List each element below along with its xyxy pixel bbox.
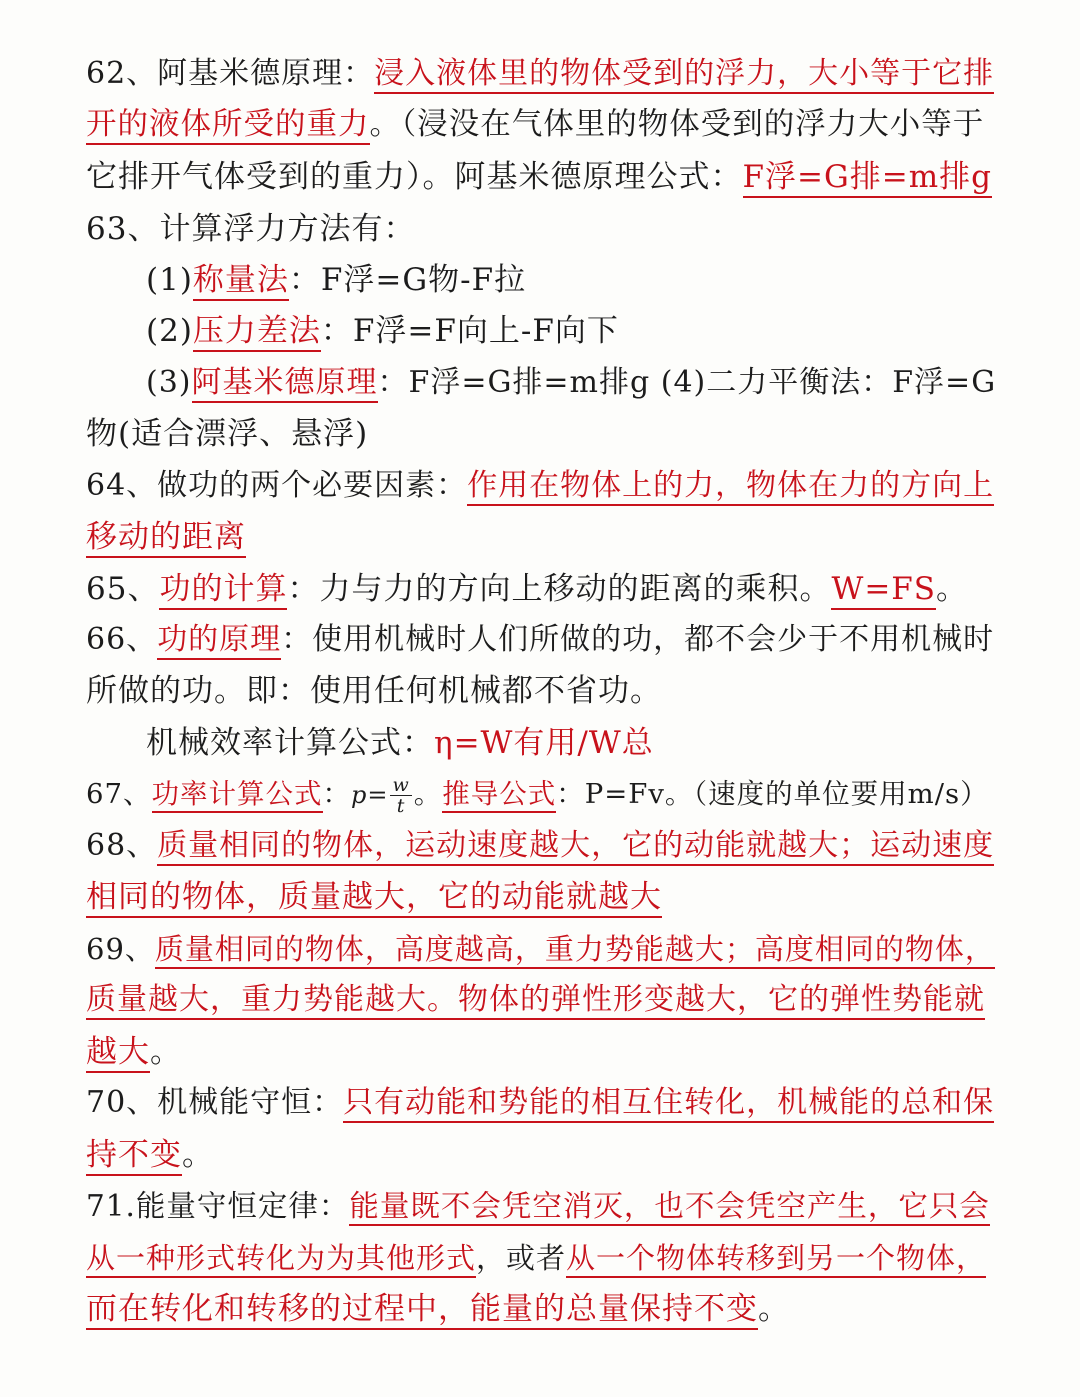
- item-68-line-1: [86, 824, 996, 868]
- item-65: [86, 567, 996, 611]
- item-70-title: 70、机械能守恒：: [86, 1085, 344, 1120]
- item-66-term: 功的原理: [157, 622, 281, 660]
- item-71-line-1: [86, 1184, 996, 1228]
- item-71-line-3: [86, 1287, 996, 1331]
- item-69-line-1: [86, 927, 996, 971]
- item-66-number: 66、: [86, 622, 158, 657]
- item-70-line-1: [86, 1081, 996, 1125]
- item-62-line-3: [86, 155, 996, 199]
- method-1-formula: ：F浮=G物-F拉: [288, 262, 527, 298]
- item-65-text: ：力与力的方向上移动的距离的乘积。: [287, 571, 832, 607]
- item-67-period: 。: [413, 778, 443, 810]
- item-62-definition-cont: 开的液体所受的重力: [86, 107, 370, 145]
- item-65-formula: W=FS: [831, 571, 936, 610]
- item-67-derived-term: 推导公式: [442, 778, 556, 813]
- item-67-number: 67、: [86, 778, 152, 810]
- item-67-term: 功率计算公式: [152, 778, 323, 813]
- efficiency-label: 机械效率计算公式：: [146, 725, 434, 761]
- item-67: [86, 772, 996, 817]
- item-67-colon: ：: [322, 778, 351, 810]
- item-62-definition: 浸入液体里的物体受到的浮力，大小等于它排: [374, 56, 994, 94]
- item-66-text: ：使用机械时人们所做的功，都不会少于不用机械时: [281, 622, 995, 657]
- method-4-note: 物(适合漂浮、悬浮): [86, 416, 369, 452]
- item-71-line-2: [86, 1236, 996, 1280]
- item-63-method-4-cont: [86, 412, 996, 456]
- item-63-title: [86, 207, 996, 251]
- item-68-text: 质量相同的物体，运动速度越大，它的动能就越大；运动速度: [157, 828, 994, 866]
- item-62-line-1: [86, 52, 996, 96]
- fraction-numerator: w: [392, 774, 410, 796]
- item-70-period: 。: [182, 1137, 214, 1173]
- method-3-formula: ：F浮=G排=m排g (4)二力平衡法：F浮=G: [377, 365, 997, 400]
- method-3-name: 阿基米德原理: [192, 365, 378, 403]
- method-2-name: 压力差法: [193, 313, 321, 352]
- item-68-number: 68、: [86, 828, 158, 863]
- item-63-title-text: 63、计算浮力方法有：: [86, 211, 416, 247]
- item-65-period: 。: [936, 571, 969, 607]
- item-69-text-end: 越大: [86, 1034, 150, 1073]
- item-64-title: 64、做功的两个必要因素：: [86, 468, 468, 503]
- item-66-text-cont: 所做的功。即：使用任何机械都不省功。: [86, 673, 662, 709]
- fraction-denominator: t: [396, 795, 406, 817]
- item-62-line-2: [86, 103, 996, 147]
- item-69-line-3: [86, 1030, 996, 1074]
- method-3-number: (3): [146, 365, 192, 400]
- method-1-name: 称量法: [193, 262, 289, 301]
- item-62-gas-note: 。（浸没在气体里的物体受到的浮力大小等于: [369, 107, 985, 142]
- item-69-text: 质量相同的物体，高度越高，重力势能越大；高度相同的物体，: [155, 932, 995, 969]
- item-63-method-3: [146, 361, 996, 405]
- item-69-text-cont: 质量越大，重力势能越大。物体的弹性形变越大，它的弹性势能就: [86, 982, 985, 1020]
- item-64-factors-cont: 移动的距离: [86, 519, 246, 558]
- item-70-text: 只有动能和势能的相互住转化，机械能的总和保: [343, 1085, 994, 1123]
- item-64-line-1: [86, 464, 996, 508]
- item-63-method-1: [146, 258, 996, 302]
- item-71-title: 71.能量守恒定律：: [86, 1189, 350, 1223]
- efficiency-formula: η=W有用/W总: [434, 725, 654, 761]
- method-2-number: (2): [146, 313, 193, 349]
- item-70-line-2: [86, 1133, 996, 1177]
- item-71-text-3: 而在转化和转移的过程中，能量的总量保持不变: [86, 1291, 758, 1330]
- item-71-text: 能量既不会凭空消灭，也不会凭空产生，它只会: [349, 1189, 990, 1226]
- item-68-line-2: [86, 875, 996, 919]
- item-71-period: 。: [758, 1291, 790, 1327]
- item-69-line-2: [86, 978, 996, 1022]
- item-62-formula-label: 它排开气体受到的重力）。阿基米德原理公式：: [86, 159, 743, 195]
- item-69-period: 。: [150, 1034, 182, 1070]
- item-62-title: 62、阿基米德原理：: [86, 56, 375, 91]
- power-fraction: [390, 775, 411, 816]
- item-63-method-2: [146, 309, 996, 353]
- item-66-line-1: [86, 618, 996, 662]
- item-70-text-cont: 持不变: [86, 1137, 182, 1176]
- item-66-line-3: [146, 721, 996, 765]
- method-1-number: (1): [146, 262, 193, 298]
- equals-sign: =: [367, 781, 389, 809]
- item-64-line-2: [86, 515, 996, 559]
- item-71-text-2c: 从一个物体转移到另一个物体，: [566, 1241, 986, 1278]
- method-2-formula: ：F浮=F向上-F向下: [320, 313, 619, 349]
- item-69-number: 69、: [86, 932, 155, 966]
- item-65-term: 功的计算: [159, 571, 287, 610]
- item-67-derived-formula: ：P=Fv。（速度的单位要用m/s）: [556, 778, 989, 810]
- item-64-factors: 作用在物体上的力，物体在力的方向上: [467, 468, 994, 506]
- item-66-line-2: [86, 669, 996, 713]
- item-68-text-cont: 相同的物体，质量越大，它的动能就越大: [86, 879, 662, 918]
- item-62-formula: F浮=G排=m排g: [743, 159, 992, 198]
- power-symbol: p: [351, 781, 368, 809]
- item-71-text-2a: 从一种形式转化为为其他形式: [86, 1241, 476, 1278]
- item-71-connector: ，或者: [476, 1241, 567, 1275]
- item-65-number: 65、: [86, 571, 160, 607]
